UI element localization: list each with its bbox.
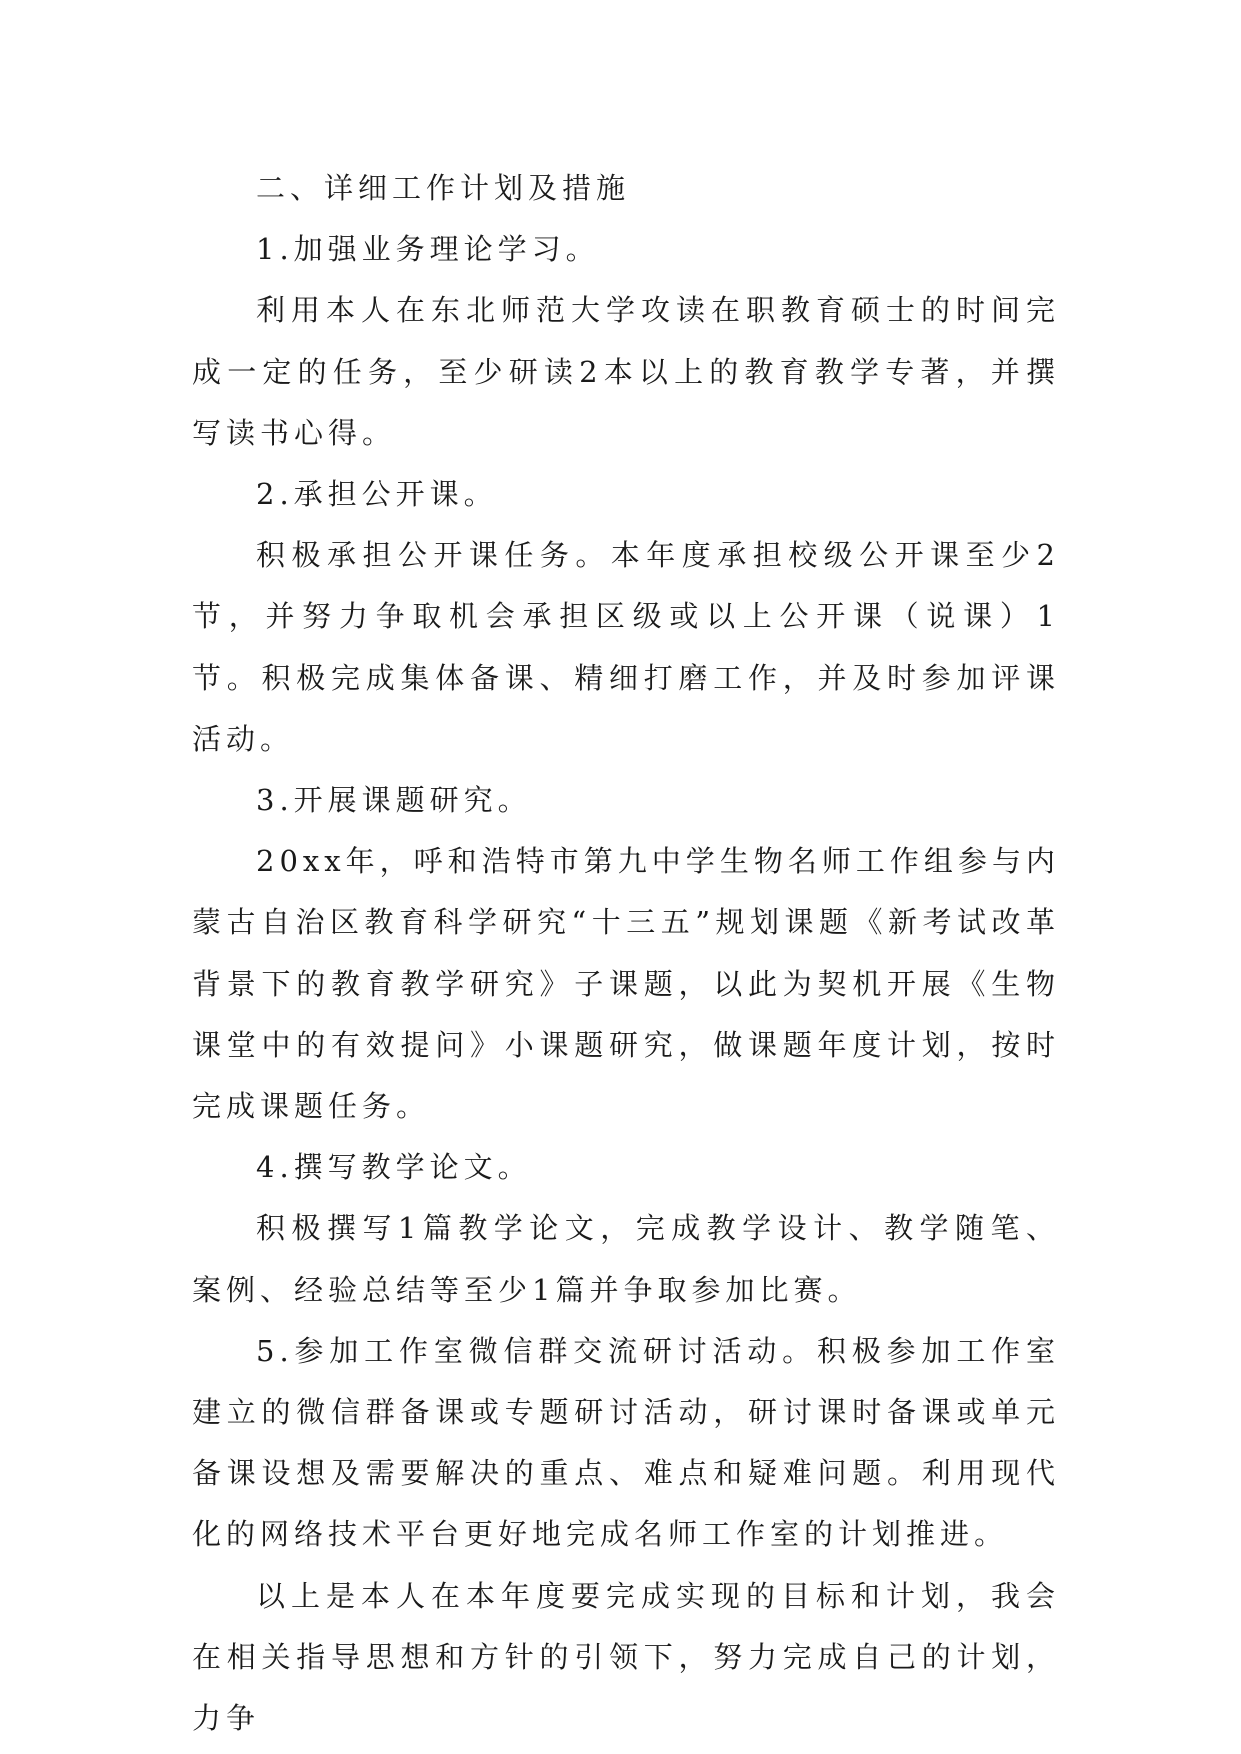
body-paragraph: 积极撰写1篇教学论文，完成教学设计、教学随笔、案例、经验总结等至少1篇并争取参加比赛。 (192, 1211, 1060, 1307)
item-heading-2: 2.承担公开课。 (256, 477, 498, 512)
closing-paragraph: 以上是本人在本年度要完成实现的目标和计划，我会在相关指导思想和方针的引领下，努力完成自己的计划，力争 (192, 1578, 1060, 1736)
item-heading-4: 4.撰写教学论文。 (256, 1150, 532, 1185)
body-paragraph: 积极承担公开课任务。本年度承担校级公开课至少2节，并努力争取机会承担区级或以上公开课（说课）1节。积极完成集体备课、精细打磨工作，并及时参加评课活动。 (192, 538, 1060, 756)
body-paragraph: 20xx年，呼和浩特市第九中学生物名师工作组参与内蒙古自治区教育科学研究“十三五”规划课题《新考试改革背景下的教育教学研究》子课题，以此为契机开展《生物课堂中的有效提问》小课题研究，做课题年度计划，按时完成课题任务。 (192, 844, 1060, 1124)
document-body (192, 158, 1060, 1749)
item-paragraph-5: 5.参加工作室微信群交流研讨活动。积极参加工作室建立的微信群备课或专题研讨活动，研讨课时备课或单元备课设想及需要解决的重点、难点和疑难问题。利用现代化的网络技术平台更好地完成名师工作室的计划推进。 (192, 1333, 1060, 1552)
body-paragraph: 利用本人在东北师范大学攻读在职教育硕士的时间完成一定的任务，至少研读2本以上的教育教学专著，并撰写读书心得。 (192, 293, 1060, 450)
item-heading-3: 3.开展课题研究。 (256, 783, 532, 818)
item-heading-1: 1.加强业务理论学习。 (256, 232, 600, 267)
section-heading: 二、详细工作计划及措施 (256, 171, 631, 205)
